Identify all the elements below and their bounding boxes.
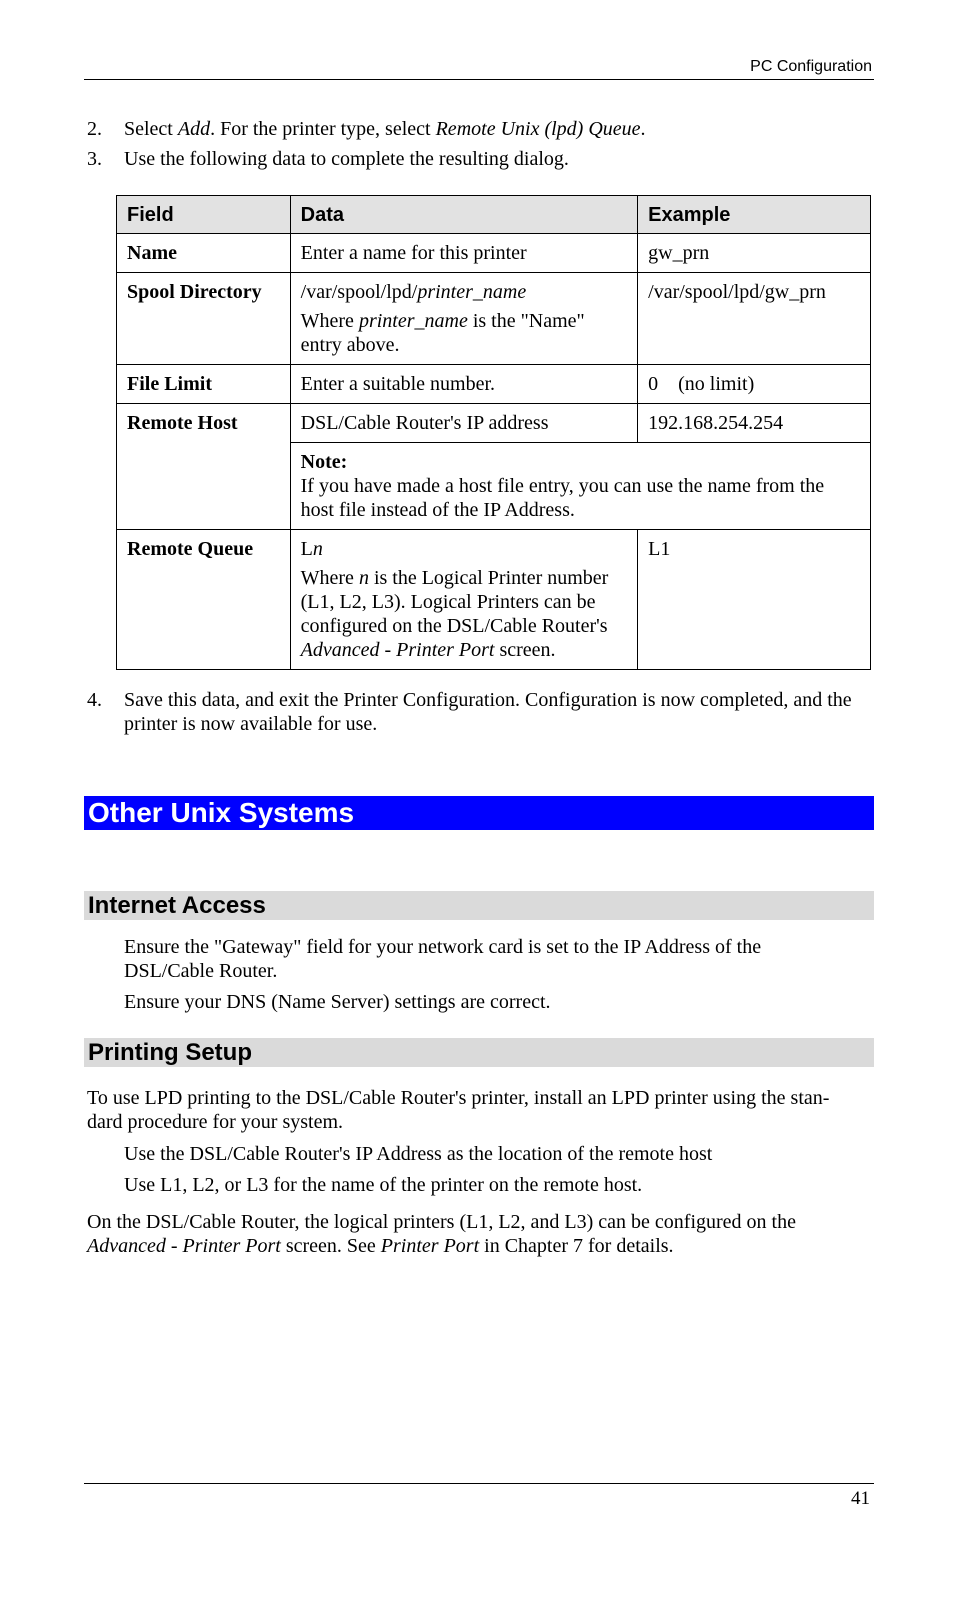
emphasis-queue-type: Remote Unix (lpd) Queue	[435, 118, 641, 140]
text-run: .	[640, 118, 646, 140]
example-cell: L1	[638, 530, 871, 670]
step-number: 3.	[87, 148, 102, 170]
data-cell	[290, 530, 638, 670]
subsection-heading-printing-setup	[84, 1038, 874, 1067]
data-cell: Enter a name for this printer	[290, 234, 638, 273]
text-run: L	[300, 538, 313, 560]
indented-paragraph: Ensure the "Gateway" field for your network card is set to the IP Address of the DSL/Cable Router.	[124, 936, 762, 982]
table-row	[117, 234, 871, 273]
text-run: screen. See	[280, 1235, 381, 1257]
field-cell: Spool Directory	[117, 273, 291, 365]
section-title: Other Unix Systems	[88, 797, 355, 828]
step-number: 4.	[87, 689, 102, 711]
text-run: On the DSL/Cable Router, the logical printers (L1, L2, and L3) can be configured on the	[87, 1211, 796, 1233]
section-heading	[84, 796, 874, 830]
paragraph: To use LPD printing to the DSL/Cable Router's printer, install an LPD printer using the stan-dard procedure for your system.	[87, 1087, 830, 1133]
text-run: Where	[300, 567, 359, 589]
header-rule	[84, 79, 874, 80]
field-cell: File Limit	[117, 365, 291, 404]
footer-rule	[84, 1483, 874, 1484]
paragraph	[87, 1210, 857, 1258]
table-header-row	[117, 196, 871, 234]
indented-paragraph: Use the DSL/Cable Router's IP Address as the location of the remote host	[124, 1143, 713, 1165]
table-row	[117, 273, 871, 365]
field-cell: Remote Host	[117, 404, 291, 530]
data-cell: Enter a suitable number.	[290, 365, 638, 404]
emphasis-add: Add	[177, 118, 211, 140]
table-row	[117, 530, 871, 670]
indented-paragraph: Ensure your DNS (Name Server) settings are correct.	[124, 991, 551, 1013]
emphasis: printer_name	[417, 281, 527, 303]
text-run: screen.	[494, 639, 556, 661]
note-label: Note:	[300, 451, 348, 473]
example-cell: 0 (no limit)	[638, 365, 871, 404]
subsection-title: Internet Access	[88, 892, 266, 919]
cell-line	[301, 280, 628, 304]
step-text	[124, 117, 874, 141]
page-number: 41	[851, 1488, 870, 1509]
column-header: Data	[290, 196, 638, 234]
note-text: If you have made a host file entry, you can use the name from the host file instead of the IP Address.	[300, 475, 825, 521]
emphasis: n	[312, 538, 323, 560]
step-text: Save this data, and exit the Printer Configuration. Configuration is now completed, and the printer is now available for use.	[124, 689, 852, 735]
emphasis: n	[358, 567, 369, 589]
field-cell: Name	[117, 234, 291, 273]
data-cell: DSL/Cable Router's IP address	[290, 404, 638, 443]
table-row	[117, 404, 871, 443]
step-number: 2.	[87, 118, 102, 140]
text-run: is the Logical Printer number (L1, L2, L3). Logical Printers can be configured on the DSL/Cable Router's	[300, 567, 609, 637]
step-text: Use the following data to complete the resulting dialog.	[124, 148, 569, 170]
column-header: Field	[117, 196, 291, 234]
text-run: Where	[300, 310, 359, 332]
emphasis: Advanced - Printer Port	[300, 639, 495, 661]
emphasis: Advanced - Printer Port	[87, 1235, 281, 1257]
emphasis: Printer Port	[380, 1235, 480, 1257]
note-cell	[290, 443, 870, 530]
cell-line	[301, 309, 628, 357]
subsection-title: Printing Setup	[88, 1039, 252, 1066]
text-run: /var/spool/lpd/	[300, 281, 418, 303]
subsection-heading-internet-access	[84, 891, 874, 920]
indented-paragraph: Use L1, L2, or L3 for the name of the printer on the remote host.	[124, 1174, 643, 1196]
text-run: Select	[124, 118, 178, 140]
example-cell: 192.168.254.254	[638, 404, 871, 443]
text-run: . For the printer type, select	[210, 118, 436, 140]
printer-config-table	[116, 195, 871, 670]
example-cell: /var/spool/lpd/gw_prn	[638, 273, 871, 365]
text-run: is the "Name" entry above.	[300, 310, 585, 356]
running-header: PC Configuration	[750, 58, 872, 75]
column-header: Example	[638, 196, 871, 234]
field-cell: Remote Queue	[117, 530, 291, 670]
table-row	[117, 365, 871, 404]
text-run: in Chapter 7 for details.	[479, 1235, 674, 1257]
cell-line	[301, 566, 628, 662]
emphasis: printer_name	[358, 310, 468, 332]
cell-line	[301, 537, 628, 561]
data-cell	[290, 273, 638, 365]
example-cell: gw_prn	[638, 234, 871, 273]
